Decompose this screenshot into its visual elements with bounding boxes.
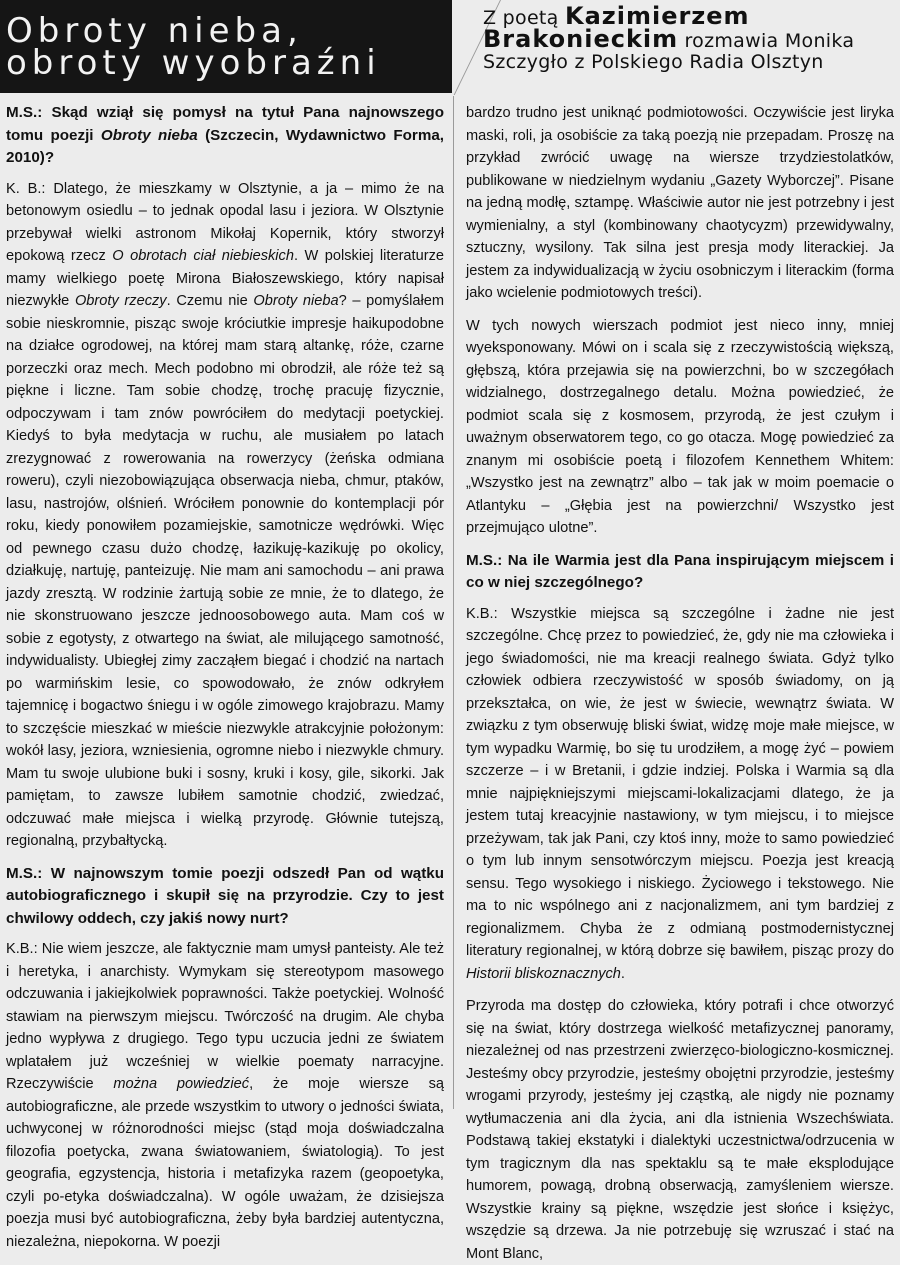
- question-2: M.S.: W najnowszym tomie poezji odszedł Pan od wątku autobiograficznego i skupił się na przyrodzie. Czy to jest chwilowy oddech, czy jakiś nowy nurt?: [6, 864, 444, 927]
- answer-1-italic-3: Obroty nieba: [253, 293, 339, 309]
- byline-prefix: Z poetą: [483, 7, 565, 29]
- answer-2-italic: można powiedzieć: [113, 1076, 250, 1092]
- answer-3-italic: Historii bliskoznacznych: [466, 965, 621, 982]
- byline-first-name: Kazimierzem: [564, 2, 750, 30]
- title-banner: [0, 0, 452, 93]
- question-1: [6, 102, 444, 170]
- byline: [483, 2, 893, 73]
- byline-interviewer: rozmawia Monika: [678, 30, 855, 52]
- byline-line-3: Szczygło z Polskiego Radia Olsztyn: [483, 51, 824, 73]
- answer-1-part-b: . W polskiej literaturze mamy wielkiego poetę Mirona Białoszewskiego, który napisał niezwykłe: [6, 248, 444, 309]
- answer-2: [6, 938, 444, 1253]
- answer-1-italic-1: O obrotach ciał niebieskich: [112, 248, 294, 264]
- answer-3: [466, 603, 894, 986]
- answer-3-part-a: K.B.: Wszystkie miejsca są szczególne i żadne nie jest szczególne. Chcę przez to powiedzieć, że, gdy nie ma człowieka i jego świadomości, nie ma kreacji realnego świata. Gdyż tylko człowiek odbiera rzeczywistość w sposób świadomy, on ją przekształca, on wie, że jest w świecie, wewnątrz świata. W związku z tym obserwuję bliski świat, widzę moje małe miejsce, w tym wypadku Warmię, bo się tu urodziłem, a mogę żyć – powiem szczerze – i w Bretanii, i gdzie indziej. Polska i Warmia są dla mnie najpiękniejszymi miejscami-lokalizacjami dlatego, że ja jestem tutaj kreacyjnie nastawiony, w tym miejscu, i to miejsce przeżywam, tak jak Pani, czy ktoś inny, może to samo powiedzieć o tym lub innym sensotwórczym miejscu. Poezja jest kreacją sensu. Tego wysokiego i niskiego. Życiowego i tekstowego. Nie ma to nic wspólnego ani z nacjonalizmem, ani tym bardziej z regionalizmem. Chyba że z odmianą postmodernistycznej literatury regionalnej, w którą dobrze się bawiłem, pisząc prozy do: [466, 605, 894, 959]
- question-1-text: M.S.: Skąd wziął się pomysł na tytuł Pana najnowszego tomu poezji: [6, 104, 444, 144]
- answer-1-italic-2: Obroty rzeczy: [74, 293, 167, 309]
- answer-2-paragraph-2: W tych nowych wierszach podmiot jest nieco inny, mniej wyeksponowany. Mówi on i scala się z rzeczywistością większą, głębszą, która przejawia się na powierzchni, bo w szczegółach widzialnego, dostrzegalnego detalu. Można powiedzieć, że podmiot scala się z kosmosem, przyrodą, że jest czułym i uważnym obserwatorem tego, co go otacza. Mogę powiedzieć za znanym mi osobiście poetą i filozofem Kennethem Whitem: „Wszystko jest na zewnątrz” albo – tak jak w moim poemacie o Atlantyku – „Głębia jest na powierzchni/ Wszystko jest przejmująco ulotne”.: [466, 317, 894, 536]
- answer-2-part-a: K.B.: Nie wiem jeszcze, ale faktycznie mam umysł panteisty. Ale też i heretyka, i anarchisty. Wymykam się stereotypom masowego odczuwania i jakiejkolwiek poprawności. Także poetyckiej. Wolność stawiam na pierwszym miejscu. Twórczość na drugim. Ale chyba jedno wypływa z drugiego. Tego typu uczucia jedni ze światem wplatałem już wcześniej w wielkie poematy narracyjne. Rzeczywiście: [6, 941, 444, 1092]
- answer-2-continued: bardzo trudno jest uniknąć podmiotowości. Oczywiście jest liryka maski, roli, ja osobiście za taką poezją nie przepadam. Proszę na przykład zwrócić uwagę na wiersze trzydziestolatków, publikowane w niedzielnym wydaniu „Gazety Wyborczej”. Pisane na jedną modłę, sztampę. Właściwie autor nie jest potrzebny i jest wymienialny, a styl (kombinowany chaotycyzm) przewidywalny, sztuczny, wysilony. Tak silna jest presja mody literackiej. Ja jestem za indywidualizacją w życiu osobniczym i literackim (forma jako wcielenie podmiotowych treści).: [466, 105, 894, 301]
- answer-2-part-b: , że moje wiersze są autobiograficzne, ale przede wszystkim to utwory o jedności świata, uchwyconej w różnorodności miejsc (stąd moja doświadczalna filozofia poetycka, zwana światowaniem, światologią). To jest geografia, egzystencja, historia i metafizyka razem (geopoetyka, czyli po-etyka doświadczalna). W ogóle uważam, że dzisiejsza poezja musi być autobiograficzna, żeby była bardziej autentyczna, niezależna, niepokorna. W poezji: [6, 1076, 445, 1250]
- left-column: [6, 102, 445, 1250]
- answer-3-part-b: .: [620, 965, 625, 982]
- title-line-1: Obroty nieba,: [6, 11, 303, 51]
- answer-1-part-c: . Czemu nie: [166, 293, 254, 309]
- question-3: M.S.: Na ile Warmia jest dla Pana inspirującym miejscem i co w niej szczególnego?: [466, 551, 894, 591]
- title-line-2: obroty wyobraźni: [6, 43, 381, 83]
- answer-1: [6, 178, 444, 853]
- question-1-book-title: Obroty nieba: [100, 126, 198, 144]
- answer-1-part-a: K. B.: Dlatego, że mieszkamy w Olsztynie, a ja – mimo że na betonowym osiedlu – to jednak opodal lasu i jeziora. W Olsztynie przebywał wielki astronom Mikołaj Kopernik, który stworzył epokową rzecz: [6, 180, 444, 264]
- right-column: [466, 102, 894, 1262]
- byline-line-2: [483, 25, 893, 53]
- answer-3-paragraph-2: Przyroda ma dostęp do człowieka, który potrafi i chce otworzyć się na świat, który dostrzega wielkość metafizycznej panoramy, niezależnej od nas przestrzeni zwierzęco-biologiczno-kosmicznej. Jesteśmy obcy przyrodzie, jesteśmy obojętni przyrodzie, jesteśmy wrogami przyrody, jesteśmy jej cząstką, ale nigdy nie poznamy wytłumaczenia ani dla życia, ani dla istnienia Wszechświata. Podstawą takiej ekstatyki i dialektyki uczestnictwa/odrzucenia w tym tragicznym dla nas spektaklu są te małe eksplodujące humorem, powagą, drobną obserwacją, zamyśleniem wiersze. Wszystkie krainy są piękne, wszędzie jest słońce i księżyc, wszędzie są drzewa. Ja nie potrzebuję się wzruszać i stać na Mont Blanc,: [466, 998, 894, 1262]
- answer-1-part-d: ? – pomyślałem sobie nieskromnie, pisząc swoje króciutkie impresje haikupodobne na działce ogrodowej, na której mam starą altankę, róże, czarne porzeczki oraz mech. Mech podobno mi obrodził, ale róże też są piękne i liczne. Tam sobie chodzę, trochę pracuję fizycznie, odpoczywam i tam znów powróciłem do medytacji poetyckiej. Kiedyś to była medytacja w ruchu, ale musiałem po latach zrezygnować z rowerowania na rowerzycy (żeńska odmiana roweru), czyli niezobowiązująca obserwacja nieba, chmur, ptaków, lasu, nastrojów, olśnień. Wróciłem ponownie do kontemplacji pór roku, kiedy ponowiłem pozamiejskie, samotnicze wędrówki. Więc od pewnego czasu dużo chodzę, łazikuję-kazikuję po okolicy, działkuję, nartuję, panteizuję. Nie mam ani samochodu – ani prawa jazdy zresztą. W rodzinie żartują sobie ze mnie, że to dlatego, że nie skonstruowano jeszcze jednoosobowego auta. Mam coś w sobie z egotysty, z otwartego na świat, ale milującego samotność, indywidualisty. Ubiegłej zimy zacząłem biegać i chodzić na nartach po warmińskim lesie, co spowodowało, że znów odkryłem tajemnicę i bogactwo śniegu i w ogóle zimowego krajobrazu. Mamy to szczęście mieszkać w mieście niezwykle atrakcyjnie położonym: wokół lasy, jeziora, wzniesienia, ogromne niebo i niezwykle chmury. Mam tu swoje ulubione buki i sosny, kruki i kosy, gile, sikorki. Jak pamiętam, to zawsze lubiłem samotnie chodzić, zwiedzać, odczuwać małe miejsca i wielką przyrodę. Głównie tutejszą, regionalną, przybałtycką.: [6, 293, 445, 849]
- byline-last-name: Brakonieckim: [483, 25, 679, 53]
- column-divider: [453, 96, 454, 1109]
- question-1-text-end: (Szczecin, Wydawnictwo Forma, 2010)?: [6, 126, 444, 166]
